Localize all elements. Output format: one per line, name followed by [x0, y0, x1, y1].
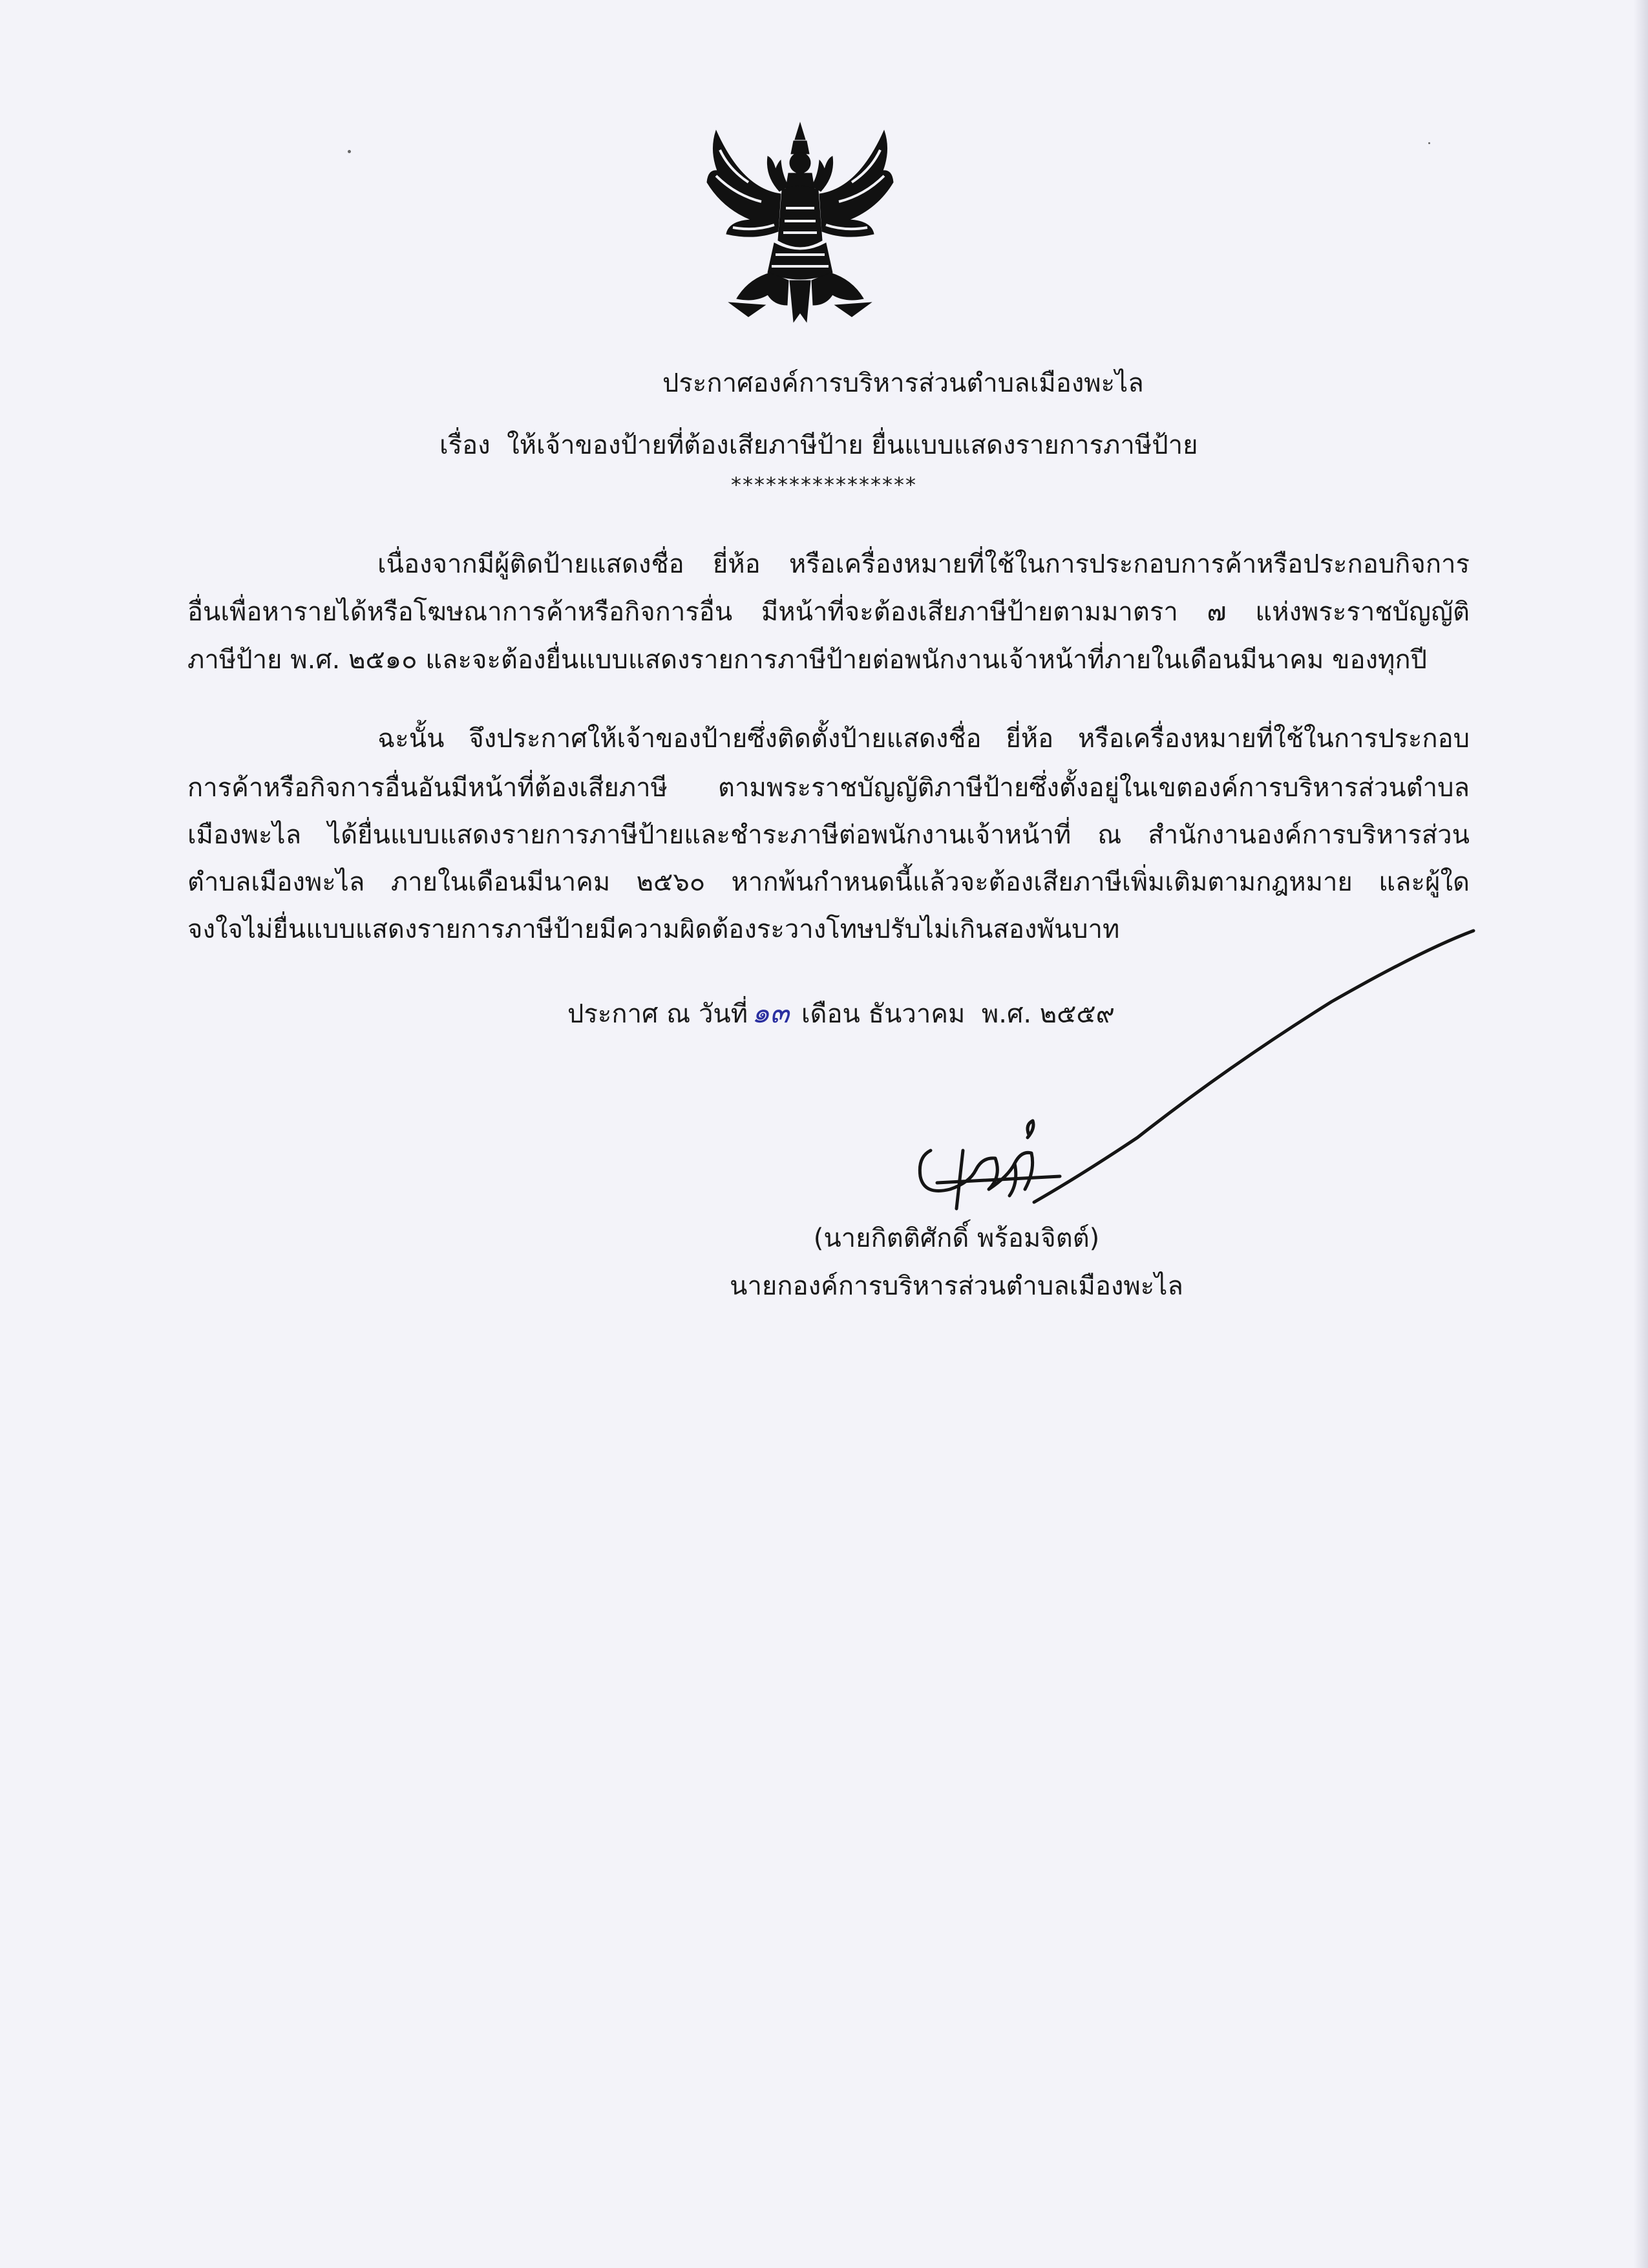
scan-speck: [1428, 142, 1430, 144]
scan-speck: [348, 150, 351, 153]
garuda-emblem-icon: [703, 111, 897, 324]
subject-line: [439, 427, 1225, 463]
paragraph2-line-4: ตำบลเมืองพะไล ภายในเดือนมีนาคม ๒๕๖๐ หากพ้นกำหนดนี้แล้วจะต้องเสียภาษีเพิ่มเติมตามกฎหมาย และผู้ใด: [187, 867, 1470, 897]
paragraph2-line-1: ฉะนั้น จึงประกาศให้เจ้าของป้ายซึ่งติดตั้งป้ายแสดงชื่อ ยี่ห้อ หรือเครื่องหมายที่ใช้ในการประกอบ: [377, 724, 1470, 754]
paragraph1-line-3: ภาษีป้าย พ.ศ. ๒๕๑๐ และจะต้องยื่นแบบแสดงรายการภาษีป้ายต่อพนักงานเจ้าหน้าที่ภายในเดือนมีนาคม ของทุกปี: [187, 645, 1427, 675]
dateline-year: พ.ศ. ๒๕๕๙: [981, 999, 1115, 1029]
subject-label: เรื่อง: [439, 430, 491, 460]
dateline-month: เดือน ธันวาคม: [801, 999, 966, 1029]
paragraph2-line-2: การค้าหรือกิจการอื่นอันมีหน้าที่ต้องเสียภาษี ตามพระราชบัญญัติภาษีป้ายซึ่งตั้งอยู่ในเขตองค์การบริหารส่วนตำบล: [187, 773, 1470, 803]
separator-text: ****************: [731, 472, 917, 497]
paragraph1-line-1: เนื่องจากมีผู้ติดป้ายแสดงชื่อ ยี่ห้อ หรือเครื่องหมายที่ใช้ในการประกอบการค้าหรือประกอบกิจการ: [377, 549, 1470, 579]
paragraph1-line-2: อื่นเพื่อหารายได้หรือโฆษณาการค้าหรือกิจการอื่น มีหน้าที่จะต้องเสียภาษีป้ายตามมาตรา ๗ แห่งพระราชบัญญัติ: [187, 597, 1470, 627]
paragraph2-line-3: เมืองพะไล ได้ยื่นแบบแสดงรายการภาษีป้ายและชำระภาษีต่อพนักงานเจ้าหน้าที่ ณ สำนักงานองค์การบริหารส่วน: [187, 820, 1470, 850]
scan-edge-shadow: [1634, 0, 1648, 2268]
signatory-name: (นายกิตติศักดิ์ พร้อมจิตต์): [813, 1224, 1100, 1253]
dateline-day: ๑๓: [752, 997, 790, 1030]
announcement-title-text: ประกาศองค์การบริหารส่วนตำบลเมืองพะไล: [662, 368, 1144, 398]
paragraph2-line-5: จงใจไม่ยื่นแบบแสดงรายการภาษีป้ายมีความผิดต้องระวางโทษปรับไม่เกินสองพันบาท: [187, 915, 1120, 944]
handwritten-signature: [866, 905, 1486, 1241]
announcement-title: [662, 365, 1144, 401]
header-separator: [0, 467, 1648, 503]
signatory-position: นายกองค์การบริหารส่วนตำบลเมืองพะไล: [730, 1271, 1183, 1301]
dateline-prefix: ประกาศ ณ วันที่: [567, 999, 748, 1029]
subject-text: ให้เจ้าของป้ายที่ต้องเสียภาษีป้าย ยื่นแบบแสดงรายการภาษีป้าย: [507, 430, 1198, 460]
